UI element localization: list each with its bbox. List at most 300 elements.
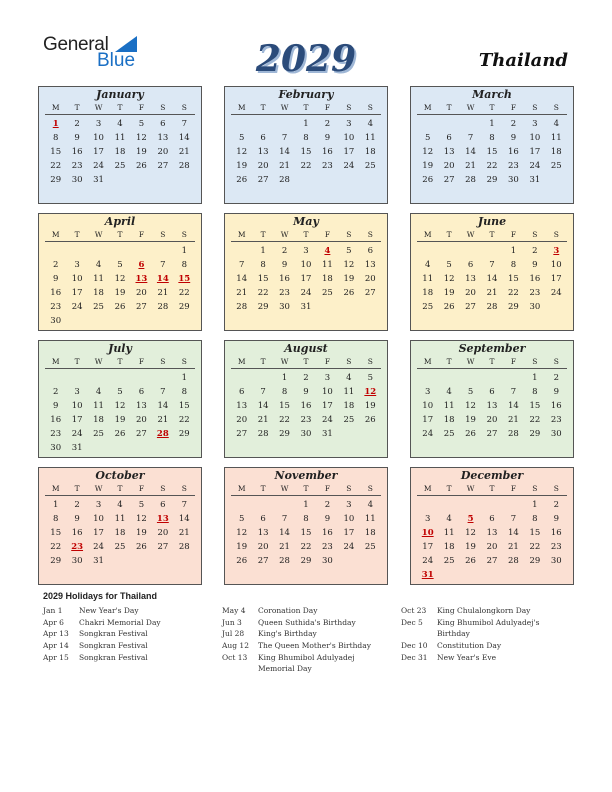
day: 19 (114, 415, 126, 425)
day: 17 (422, 542, 434, 552)
weekday-label: T (74, 230, 80, 239)
day: 22 (529, 542, 541, 552)
day: 6 (239, 387, 245, 397)
empty-day (66, 244, 87, 258)
day: 30 (279, 302, 290, 312)
day: 16 (550, 401, 562, 411)
day: 2 (324, 119, 331, 129)
day: 17 (71, 288, 83, 298)
day: 15 (50, 147, 62, 157)
holiday-date: Dec 5 (401, 617, 423, 627)
weekday-label: T (446, 357, 452, 366)
holiday-day: 23 (71, 542, 84, 552)
day: 27 (136, 429, 147, 439)
holiday-date: Apr 15 (43, 652, 69, 662)
day: 25 (93, 429, 104, 439)
weekday-label: W (280, 103, 289, 112)
holiday-name: King's Birthday (258, 629, 317, 639)
weekday-label: S (160, 484, 166, 493)
holiday-entry (222, 628, 388, 640)
weekday-label: F (324, 103, 331, 112)
empty-day (438, 117, 459, 131)
day: 9 (553, 514, 559, 524)
day: 21 (508, 542, 519, 552)
day: 13 (257, 528, 269, 538)
day: 29 (300, 556, 312, 566)
holiday-name: King Bhumibol Adulyadej Memorial Day (258, 652, 355, 674)
day: 20 (486, 415, 498, 425)
holiday-entry (401, 605, 567, 617)
day: 14 (508, 528, 519, 538)
day: 5 (467, 387, 474, 397)
weekday-label: M (237, 484, 246, 493)
day-grid (45, 371, 195, 455)
month-march (410, 86, 574, 204)
day: 24 (422, 556, 434, 566)
day: 18 (343, 401, 355, 411)
day: 14 (236, 274, 248, 284)
day: 27 (157, 161, 169, 171)
holiday-date: Dec 10 (401, 641, 428, 651)
day-grid (417, 498, 567, 582)
weekday-label: W (466, 230, 475, 239)
weekday-label: T (446, 230, 452, 239)
empty-day (417, 117, 438, 131)
day: 11 (364, 133, 376, 143)
weekday-label: F (324, 230, 331, 239)
weekday-label: S (181, 357, 187, 366)
weekday-label: T (260, 357, 266, 366)
day: 17 (322, 401, 333, 411)
holiday-day: 12 (364, 387, 377, 397)
day: 1 (53, 500, 59, 510)
day: 13 (364, 260, 376, 270)
day: 9 (553, 387, 559, 397)
day: 21 (178, 147, 190, 157)
weekday-label: M (237, 103, 246, 112)
month-name: June (477, 215, 507, 228)
day: 20 (443, 161, 455, 171)
empty-day (152, 244, 173, 258)
weekday-label: S (160, 357, 166, 366)
day: 17 (343, 147, 355, 157)
day: 6 (160, 119, 166, 129)
day: 29 (529, 556, 541, 566)
weekday-label: M (237, 230, 246, 239)
day: 16 (322, 528, 333, 538)
day: 22 (279, 415, 290, 425)
day: 20 (486, 542, 498, 552)
holiday-date: Jan 1 (43, 606, 63, 615)
day: 7 (510, 387, 517, 397)
empty-day (88, 371, 109, 385)
day: 19 (343, 274, 355, 284)
day: 3 (425, 387, 431, 397)
day: 6 (367, 246, 373, 256)
day: 7 (181, 500, 187, 510)
day: 7 (281, 514, 288, 524)
day: 10 (550, 260, 562, 270)
weekday-label: M (51, 484, 60, 493)
day: 26 (343, 288, 355, 298)
day: 11 (343, 387, 355, 397)
month-july (38, 340, 202, 458)
holiday-entry (222, 617, 388, 629)
day: 25 (114, 542, 126, 552)
weekday-label: T (117, 230, 123, 239)
day: 11 (443, 401, 455, 411)
weekday-label: S (367, 357, 373, 366)
day: 5 (117, 260, 123, 270)
day: 28 (257, 429, 269, 439)
weekday-label: S (532, 357, 538, 366)
empty-day (252, 498, 273, 512)
day: 19 (114, 288, 126, 298)
day: 8 (260, 260, 266, 270)
day: 7 (239, 260, 245, 270)
holiday-date: Oct 13 (222, 652, 248, 662)
weekday-header (417, 356, 567, 369)
day: 13 (257, 147, 269, 157)
day: 12 (422, 147, 434, 157)
weekday-label: T (117, 484, 123, 493)
day: 25 (93, 302, 104, 312)
day: 5 (446, 260, 452, 270)
weekday-label: W (94, 484, 103, 493)
weekday-header (231, 102, 381, 115)
empty-day (481, 498, 502, 512)
day: 4 (425, 260, 431, 270)
weekday-label: M (423, 230, 432, 239)
day: 2 (303, 373, 309, 383)
day: 27 (257, 175, 269, 185)
day: 16 (279, 274, 290, 284)
weekday-label: W (94, 103, 103, 112)
day: 13 (465, 274, 476, 284)
weekday-label: M (423, 103, 432, 112)
day: 2 (510, 119, 517, 129)
day: 18 (364, 147, 376, 157)
day: 31 (71, 443, 83, 453)
day: 16 (71, 147, 83, 157)
empty-day (460, 498, 481, 512)
day: 27 (257, 556, 269, 566)
day: 8 (303, 133, 309, 143)
day: 25 (443, 429, 455, 439)
day: 9 (53, 274, 59, 284)
day-grid (231, 371, 381, 441)
holiday-date: Aug 12 (222, 641, 249, 651)
day: 19 (465, 542, 476, 552)
day: 11 (93, 274, 104, 284)
day: 2 (553, 500, 559, 510)
weekday-label: S (181, 230, 187, 239)
holiday-date: Apr 6 (43, 617, 64, 627)
day: 21 (178, 528, 190, 538)
weekday-header (231, 483, 381, 496)
weekday-label: S (346, 103, 352, 112)
day: 8 (532, 387, 538, 397)
weekday-label: W (466, 357, 475, 366)
empty-day (66, 371, 87, 385)
holiday-name: New Year's Day (79, 606, 139, 615)
weekday-label: T (489, 230, 495, 239)
month-name: July (108, 342, 132, 355)
day: 27 (157, 542, 169, 552)
day: 29 (486, 175, 498, 185)
day: 19 (136, 528, 147, 538)
weekday-label: F (510, 103, 517, 112)
day: 9 (281, 260, 288, 270)
day: 5 (117, 387, 123, 397)
day: 20 (465, 288, 476, 298)
day: 12 (136, 514, 147, 524)
day: 23 (50, 302, 62, 312)
day: 3 (74, 387, 80, 397)
day: 1 (181, 246, 187, 256)
weekday-label: S (532, 484, 538, 493)
weekday-label: S (367, 230, 373, 239)
weekday-label: S (553, 484, 559, 493)
day: 5 (138, 119, 145, 129)
day: 13 (443, 147, 455, 157)
day: 8 (303, 514, 309, 524)
holiday-name: King Chulalongkorn Day (437, 606, 531, 615)
day: 17 (93, 147, 104, 157)
month-name: August (284, 342, 328, 355)
weekday-label: S (553, 230, 559, 239)
day: 24 (93, 542, 104, 552)
holiday-day: 13 (156, 514, 169, 524)
day: 11 (114, 133, 126, 143)
day: 21 (157, 288, 169, 298)
day: 29 (508, 302, 519, 312)
day: 28 (279, 175, 290, 185)
day: 8 (181, 260, 187, 270)
day: 6 (260, 514, 266, 524)
month-november (224, 467, 388, 585)
month-name: March (472, 88, 512, 101)
holiday-entry (401, 640, 567, 652)
day: 24 (343, 542, 355, 552)
day: 29 (50, 175, 62, 185)
day: 8 (489, 133, 495, 143)
day: 20 (136, 288, 147, 298)
day: 16 (300, 401, 312, 411)
day: 17 (422, 415, 434, 425)
day: 19 (236, 542, 248, 552)
weekday-label: M (51, 357, 60, 366)
day: 16 (529, 274, 541, 284)
holiday-entry (401, 617, 567, 640)
day: 31 (93, 175, 104, 185)
day: 31 (322, 429, 333, 439)
day: 12 (465, 528, 476, 538)
day: 6 (160, 500, 166, 510)
day: 10 (529, 133, 541, 143)
day: 6 (260, 133, 266, 143)
day: 16 (508, 147, 519, 157)
day: 4 (367, 500, 373, 510)
empty-day (231, 244, 252, 258)
day: 7 (160, 387, 166, 397)
day: 14 (508, 401, 519, 411)
day: 5 (239, 514, 245, 524)
holiday-date: Jul 28 (222, 629, 245, 639)
day: 16 (550, 528, 562, 538)
day: 22 (486, 161, 498, 171)
day: 13 (136, 401, 147, 411)
holiday-day: 28 (156, 429, 169, 439)
day: 29 (257, 302, 269, 312)
day: 1 (260, 246, 266, 256)
day: 12 (465, 401, 476, 411)
weekday-label: M (51, 230, 60, 239)
day: 17 (343, 528, 355, 538)
day: 21 (508, 415, 519, 425)
day: 1 (532, 373, 538, 383)
day: 20 (157, 147, 169, 157)
empty-day (231, 498, 252, 512)
weekday-label: S (181, 484, 187, 493)
day: 3 (532, 119, 538, 129)
day: 19 (443, 288, 455, 298)
day: 21 (486, 288, 498, 298)
day: 18 (364, 528, 376, 538)
holiday-name: Queen Suthida's Birthday (258, 617, 356, 627)
weekday-label: W (466, 484, 475, 493)
day: 23 (300, 415, 312, 425)
month-may (224, 213, 388, 331)
day: 6 (489, 514, 495, 524)
day: 27 (443, 175, 455, 185)
weekday-label: W (280, 484, 289, 493)
day: 16 (50, 415, 62, 425)
month-name: May (293, 215, 319, 228)
weekday-label: T (303, 357, 309, 366)
day: 3 (303, 246, 309, 256)
day-grid (231, 498, 381, 568)
empty-day (252, 371, 273, 385)
weekday-label: F (138, 484, 145, 493)
day: 27 (364, 288, 376, 298)
day: 23 (550, 415, 562, 425)
empty-day (460, 117, 481, 131)
day: 24 (71, 429, 83, 439)
month-name: November (274, 469, 338, 482)
weekday-label: T (117, 103, 123, 112)
day: 26 (465, 556, 476, 566)
day: 25 (114, 161, 126, 171)
day: 23 (529, 288, 541, 298)
weekday-header (417, 229, 567, 242)
day: 31 (300, 302, 312, 312)
day: 22 (178, 288, 190, 298)
day-grid (417, 117, 567, 187)
day: 10 (93, 514, 104, 524)
day: 5 (367, 373, 373, 383)
country-title: Thailand (478, 50, 568, 71)
day: 18 (422, 288, 434, 298)
day: 29 (529, 429, 541, 439)
empty-day (88, 244, 109, 258)
day: 29 (178, 429, 190, 439)
day: 18 (93, 415, 104, 425)
weekday-label: W (466, 103, 475, 112)
day: 23 (71, 161, 83, 171)
day: 19 (236, 161, 248, 171)
day: 8 (510, 260, 517, 270)
weekday-header (231, 356, 381, 369)
day: 23 (50, 429, 62, 439)
day: 5 (239, 133, 245, 143)
empty-day (131, 244, 152, 258)
holiday-name: Constitution Day (437, 641, 502, 651)
holiday-date: Dec 31 (401, 652, 428, 662)
day: 27 (465, 302, 476, 312)
weekday-label: S (160, 230, 166, 239)
day: 2 (553, 373, 559, 383)
day: 3 (324, 373, 331, 383)
empty-day (231, 117, 252, 131)
day: 22 (300, 161, 312, 171)
day: 20 (257, 542, 269, 552)
weekday-label: M (237, 357, 246, 366)
day: 12 (114, 401, 126, 411)
weekday-label: F (510, 484, 517, 493)
day: 19 (422, 161, 434, 171)
day: 29 (279, 429, 290, 439)
holiday-name: Chakri Memorial Day (79, 617, 161, 627)
holiday-date: Apr 14 (43, 641, 69, 651)
day: 26 (364, 415, 376, 425)
day: 6 (467, 260, 474, 270)
weekday-label: S (532, 230, 538, 239)
day: 26 (465, 429, 476, 439)
day: 21 (465, 161, 476, 171)
month-name: February (278, 88, 334, 101)
day: 8 (281, 387, 288, 397)
day: 23 (508, 161, 519, 171)
day: 19 (364, 401, 376, 411)
holiday-entry (43, 628, 161, 640)
empty-day (45, 244, 66, 258)
weekday-label: F (510, 357, 517, 366)
day: 2 (532, 246, 538, 256)
day: 17 (300, 274, 312, 284)
holiday-day: 13 (135, 274, 148, 284)
weekday-header (417, 483, 567, 496)
day: 3 (95, 119, 102, 129)
day: 14 (178, 133, 190, 143)
day: 15 (300, 528, 312, 538)
day: 18 (550, 147, 562, 157)
day: 7 (489, 260, 495, 270)
holiday-day: 31 (421, 570, 434, 580)
day: 2 (53, 387, 59, 397)
day: 22 (257, 288, 269, 298)
day: 28 (486, 302, 498, 312)
holiday-entry (222, 640, 388, 652)
day: 30 (50, 443, 62, 453)
empty-day (417, 371, 438, 385)
empty-day (438, 371, 459, 385)
day: 26 (422, 175, 434, 185)
day: 30 (508, 175, 519, 185)
day: 24 (71, 302, 83, 312)
day: 6 (138, 387, 145, 397)
holiday-day: 15 (178, 274, 191, 284)
